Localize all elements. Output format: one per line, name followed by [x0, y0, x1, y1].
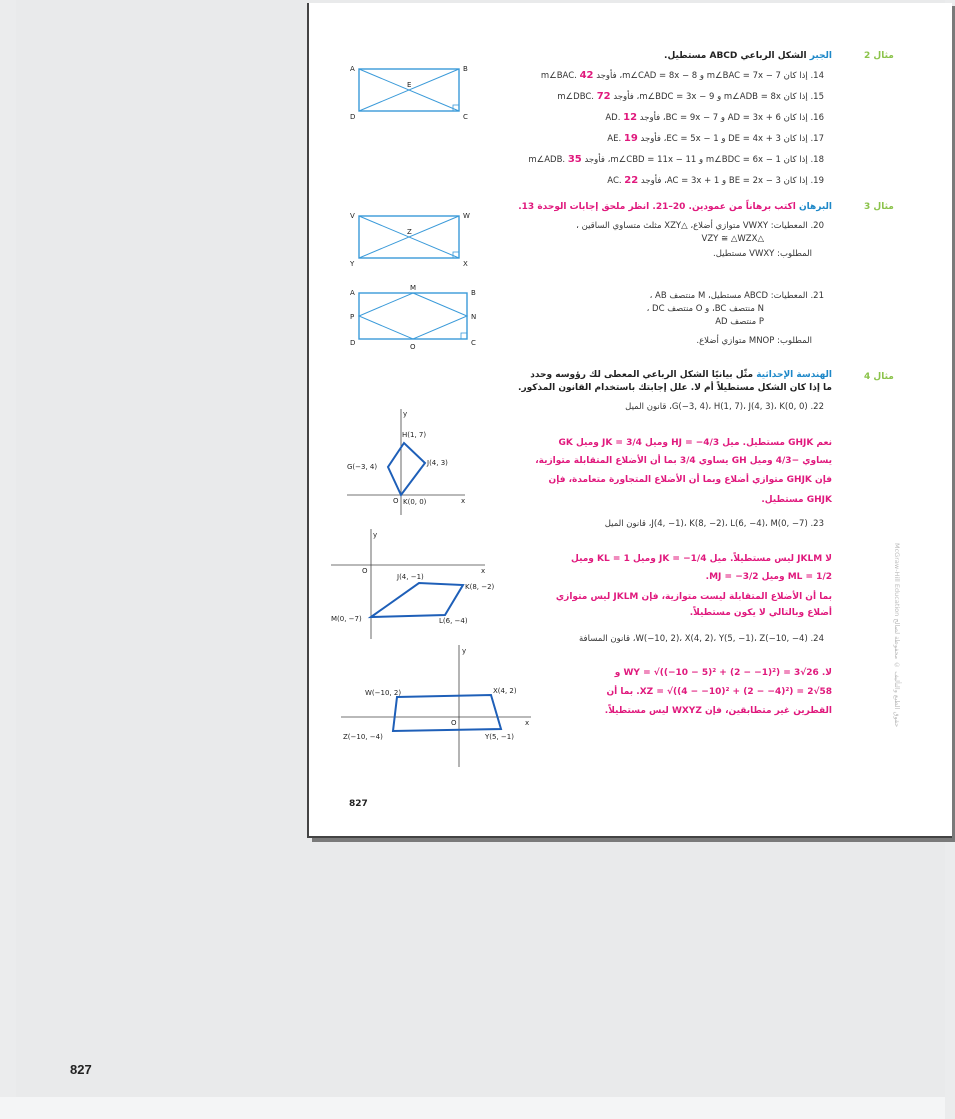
point-z-label: Z(−10, −4) [343, 733, 383, 741]
vertex-a-label: A [350, 289, 355, 297]
vertex-d-label: D [350, 113, 356, 121]
x-axis-label: x [461, 497, 466, 505]
quadrilateral-wxyz [393, 695, 501, 731]
quadrilateral-jklm [371, 583, 463, 617]
point-j-label: J(4, 3) [427, 459, 448, 467]
point-j-label: J(4, −1) [397, 573, 424, 581]
example-4-heading-line1 [530, 370, 832, 380]
answer-22-line2: يساوي −4/3 وميل GH يساوي 3/4 بما أن الأضلاع المتقابلة متوازية، [535, 456, 832, 466]
point-k-label: K(0, 0) [403, 498, 427, 506]
point-x-label: X(4, 2) [493, 687, 517, 695]
rectangle-abcd-midpoints-figure [347, 281, 482, 353]
proof-21-given-cont2: P منتصف AD [715, 317, 764, 327]
exercise-text: 16. إذا كان AD = 3x + 6 و BC = 9x − 7، فأوجد AD. [605, 113, 824, 123]
point-k-label: K(8, −2) [465, 583, 495, 591]
midpoint-n-label: N [471, 313, 477, 321]
exercise-18 [528, 154, 824, 165]
proof-21-prove: المطلوب: MNOP متوازي أضلاع. [696, 336, 812, 346]
example-4-label: مثال 4 [864, 372, 894, 382]
publisher-credit: McGraw-Hill Education حقوق الطبع والتأليف © محفوظة لصالح [893, 543, 901, 728]
example-2-keyword: الجبر [809, 51, 832, 61]
vertex-c-label: C [471, 339, 476, 347]
origin-label: O [362, 567, 368, 575]
proof-20-prove: المطلوب: VWXY مستطيل. [713, 249, 812, 259]
vertex-d-label: D [350, 339, 356, 347]
answer-24-line2: XZ = √((4 − −10)² + (2 − −4)²) = 2√58. بما أن [606, 687, 832, 697]
proof-20-given: 20. المعطيات: VWXY متوازي أضلاع، △XZY مثلث متساوي الساقين ، [576, 221, 824, 231]
page-footer-number: 827 [349, 799, 368, 809]
point-g-label: G(−3, 4) [347, 463, 378, 471]
vertex-b-label: B [471, 289, 476, 297]
graph-23 [329, 527, 495, 643]
exercise-text: 18. إذا كان m∠BDC = 6x − 1 و m∠CBD = 11x − 11، فأوجد m∠ADB. [528, 155, 824, 165]
document-viewer[interactable] [16, 0, 945, 1097]
document-page [307, 3, 952, 838]
graph-24 [339, 643, 535, 769]
exercise-answer: 35 [567, 154, 582, 165]
exercise-24: 24. W(−10, 2)، X(4, 2)، Y(5, −1)، Z(−10, −4)، قانون المسافة [579, 634, 824, 644]
point-w-label: W(−10, 2) [365, 689, 402, 697]
intersection-z-label: Z [407, 228, 412, 236]
answer-23-line1: لا JKLM ليس مستطيلاً. ميل JK = −1/4 وميل KL = 1 وميل [571, 554, 832, 564]
example-3-heading [518, 202, 832, 212]
point-y-label: Y(5, −1) [485, 733, 514, 741]
exercise-text: 19. إذا كان BE = 2x − 3 و AC = 3x + 1، فأوجد AC. [607, 176, 824, 186]
answer-22-line1: نعم GHJK مستطيل. ميل HJ = −4/3 وميل JK = 3/4 وميل GK [558, 438, 832, 448]
y-axis-label: y [403, 410, 408, 418]
vertex-v-label: V [350, 212, 355, 220]
proof-21-given-cont: N منتصف BC، و O منتصف DC ، [646, 304, 764, 314]
example-4-heading-line2: ما إذا كان الشكل مستطيلاً أم لا. علل إجابتك باستخدام القانون المذكور. [518, 383, 832, 393]
example-4-heading-text: مثّل بيانيًا الشكل الرباعي المعطى لك رؤوسه وحدد [530, 370, 754, 380]
answer-24-line3: القطرين غير متطابقين، فإن WXYZ ليس مستطيلاً. [604, 706, 832, 716]
quadrilateral-ghjk [388, 443, 425, 495]
proof-21-given: 21. المعطيات: ABCD مستطيل، M منتصف AB ، [649, 291, 824, 301]
exercise-19 [607, 175, 824, 186]
exercise-text: 15. إذا كان m∠ADB = 8x و m∠BDC = 3x − 9، فأوجد m∠DBC. [557, 92, 824, 102]
midpoint-o-label: O [410, 343, 416, 351]
example-2-heading [664, 51, 832, 61]
answer-24-line1: لا. WY = √((−10 − 5)² + (2 − −1)²) = 3√26 و [614, 668, 832, 678]
origin-label: O [451, 719, 457, 727]
rectangle-abcd-figure [347, 61, 477, 123]
proof-20-given-cont: △VZY ≅ △WZX [701, 234, 764, 244]
exercise-16 [605, 112, 824, 123]
answer-22-line3: فإن GHJK متوازي أضلاع وبما أن الأضلاع المتجاورة متعامدة، فإن [548, 475, 832, 485]
example-3-heading-text: اكتب برهاناً من عمودين. 20–21. انظر ملحق إجابات الوحدة 13. [518, 202, 796, 212]
vertex-w-label: W [463, 212, 470, 220]
rectangle-shape [359, 293, 467, 339]
exercise-23: 23. J(4, −1)، K(8, −2)، L(6, −4)، M(0, −7)، قانون الميل [604, 519, 824, 529]
answer-22-line4: GHJK مستطيل. [761, 495, 832, 505]
example-3-keyword: البرهان [798, 202, 832, 212]
exercise-text: 14. إذا كان m∠BAC = 7x − 7 و m∠CAD = 8x − 8، فأوجد m∠BAC. [540, 71, 824, 81]
exercise-14 [541, 70, 824, 81]
exercise-answer: 12 [623, 112, 638, 123]
right-angle-mark [461, 333, 467, 339]
point-l-label: L(6, −4) [439, 617, 468, 625]
exercise-text: 17. إذا كان DE = 4x + 3 و EC = 5x − 1، فأوجد AE. [607, 134, 824, 144]
intersection-e-label: E [407, 81, 412, 89]
vertex-x-label: X [463, 260, 468, 268]
vertex-b-label: B [463, 65, 468, 73]
graph-22 [345, 407, 475, 519]
viewer-page-number: 827 [70, 1062, 92, 1077]
example-2-label: مثال 2 [864, 51, 894, 61]
vertex-y-label: Y [350, 260, 355, 268]
parallelogram-mnop [359, 293, 467, 339]
exercise-answer: 22 [624, 175, 639, 186]
x-axis-label: x [481, 567, 486, 575]
exercise-answer: 19 [623, 133, 638, 144]
exercise-15 [557, 91, 824, 102]
vertex-c-label: C [463, 113, 468, 121]
rectangle-vwxy-figure [347, 208, 477, 270]
y-axis-label: y [462, 647, 467, 655]
exercise-17 [607, 133, 824, 144]
example-2-heading-text: الشكل الرباعي ABCD مستطيل. [664, 51, 807, 61]
vertex-a-label: A [350, 65, 355, 73]
x-axis-label: x [525, 719, 530, 727]
answer-23-line3: بما أن الأضلاع المتقابلة ليست متوازية، فإن JKLM ليس متوازي [555, 592, 832, 602]
exercise-answer: 72 [596, 91, 611, 102]
exercise-22: 22. G(−3, 4)، H(1, 7)، J(4, 3)، K(0, 0)، قانون الميل [625, 402, 824, 412]
point-h-label: H(1, 7) [402, 431, 427, 439]
answer-23-line4: أضلاع وبالتالي لا يكون مستطيلاً. [689, 608, 832, 618]
example-3-label: مثال 3 [864, 202, 894, 212]
point-m-label: M(0, −7) [331, 615, 362, 623]
origin-label: O [393, 497, 399, 505]
answer-23-line2: ML = 1/2 وميل MJ = −3/2. [705, 572, 832, 582]
y-axis-label: y [373, 531, 378, 539]
viewer-bottom-bar [0, 1097, 945, 1119]
example-4-keyword: الهندسة الإحداثية [756, 370, 832, 380]
exercise-answer: 42 [579, 70, 594, 81]
midpoint-m-label: M [410, 284, 417, 292]
midpoint-p-label: P [350, 313, 355, 321]
